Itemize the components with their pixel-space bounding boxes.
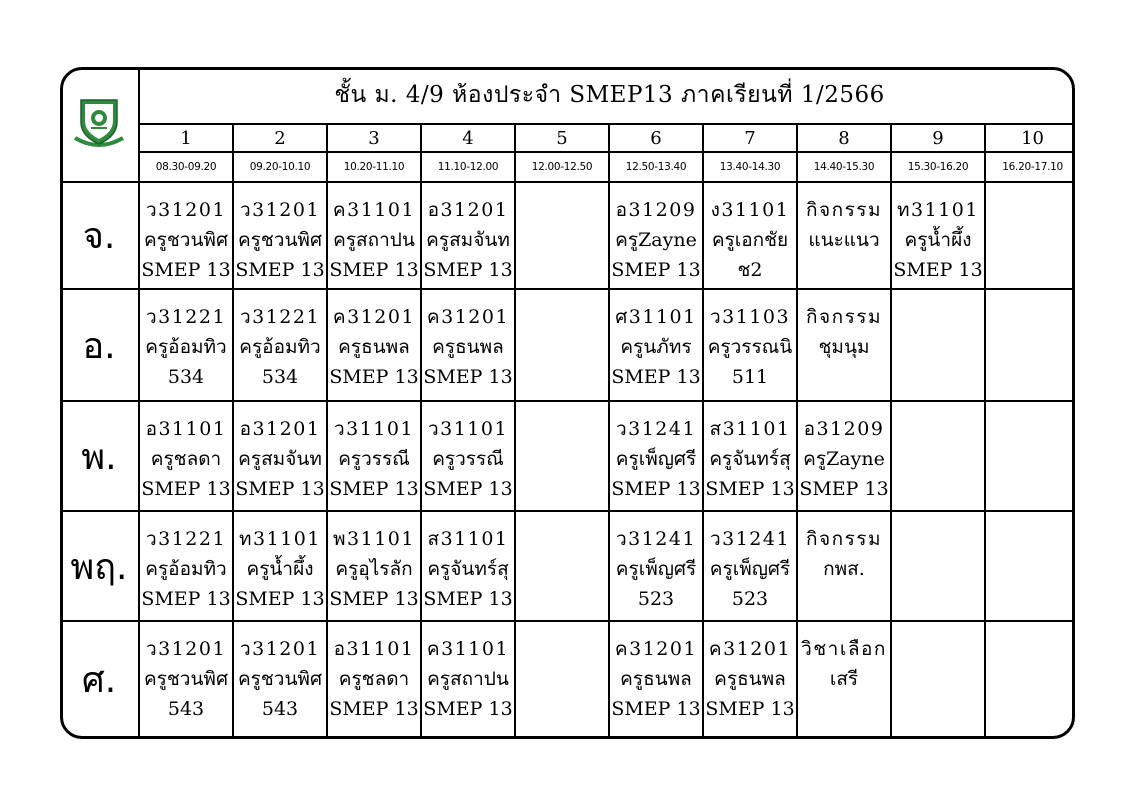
schedule-cell (233, 182, 327, 289)
day-row (60, 511, 1075, 621)
schedule-cell (797, 511, 891, 621)
cell-line-teacher: แนะแนว (808, 229, 880, 251)
cell-line-teacher: ครูอุไรลัก (335, 558, 413, 580)
schedule-cell (327, 401, 421, 511)
schedule-cell (515, 621, 609, 737)
cell-line-code: ว31201 (239, 638, 321, 660)
cell-line-code: ว31241 (615, 528, 697, 550)
cell-line-teacher: ครูจันทร์สุ (709, 448, 791, 470)
cell-line-code: พ31101 (333, 528, 415, 550)
cell-line-room: SMEP 13 (235, 478, 325, 500)
cell-line-teacher: ครูธนพล (432, 336, 504, 358)
cell-line-room: SMEP 13 (329, 698, 419, 720)
cell-line-room: SMEP 13 (611, 366, 701, 388)
schedule-cell (327, 289, 421, 401)
cell-line-room: SMEP 13 (611, 698, 701, 720)
cell-line-code: ค31201 (332, 306, 416, 328)
schedule-cell (985, 289, 1075, 401)
cell-line-room: SMEP 13 (705, 478, 795, 500)
cell-line-code: ว31221 (239, 306, 321, 328)
cell-line-teacher: ครูอ้อมทิว (239, 336, 321, 358)
cell-line-teacher: ครูสมจันท (426, 229, 510, 251)
cell-line-code: อ31201 (239, 418, 321, 440)
cell-line-teacher: ครูสถาปน (427, 668, 509, 690)
day-row (60, 621, 1075, 737)
schedule-cell (985, 511, 1075, 621)
schedule-cell (327, 182, 421, 289)
cell-line-room: SMEP 13 (329, 259, 419, 281)
cell-line-code: ท31101 (239, 528, 321, 550)
schedule-cell (609, 182, 703, 289)
cell-line-room: SMEP 13 (423, 698, 513, 720)
schedule-cell (139, 401, 233, 511)
period-number: 10 (985, 124, 1075, 152)
cell-line-room: SMEP 13 (611, 259, 701, 281)
cell-line-room: SMEP 13 (705, 698, 795, 720)
cell-line-room: SMEP 13 (423, 259, 513, 281)
schedule-cell (421, 511, 515, 621)
cell-line-code: ง31101 (710, 199, 790, 221)
period-number: 5 (515, 124, 609, 152)
cell-line-room: 523 (637, 588, 675, 610)
cell-line-code: กิจกรรม (805, 528, 883, 550)
schedule-cell (421, 182, 515, 289)
cell-line-code: อ31209 (615, 199, 697, 221)
cell-line-teacher: เสรี (829, 668, 859, 690)
schedule-cell (891, 289, 985, 401)
schedule-cell (985, 621, 1075, 737)
cell-line-code: อ31101 (333, 638, 415, 660)
cell-line-teacher: ครูชลดา (150, 448, 222, 470)
schedule-cell (891, 401, 985, 511)
period-time: 12.50-13.40 (609, 152, 703, 182)
cell-line-code: วิชาเลือก (801, 638, 887, 660)
schedule-cell (891, 621, 985, 737)
cell-line-room: SMEP 13 (235, 588, 325, 610)
cell-line-room: SMEP 13 (141, 588, 231, 610)
cell-line-teacher: ครูธนพล (338, 336, 410, 358)
period-number: 3 (327, 124, 421, 152)
cell-line-teacher: ครูเพ็ญศรี (709, 558, 791, 580)
period-number: 9 (891, 124, 985, 152)
cell-line-code: ว31221 (145, 306, 227, 328)
cell-line-code: ว31101 (427, 418, 509, 440)
cell-line-code: ว31241 (615, 418, 697, 440)
cell-line-code: อ31209 (803, 418, 885, 440)
period-time: 14.40-15.30 (797, 152, 891, 182)
schedule-cell (703, 621, 797, 737)
cell-line-room: SMEP 13 (141, 259, 231, 281)
schedule-cell (797, 289, 891, 401)
period-time: 08.30-09.20 (139, 152, 233, 182)
cell-line-code: อ31201 (427, 199, 509, 221)
schedule-cell (233, 511, 327, 621)
day-label: อ. (60, 289, 139, 401)
cell-line-room: SMEP 13 (329, 366, 419, 388)
schedule-cell (703, 182, 797, 289)
schedule-cell (421, 289, 515, 401)
timetable-sheet (60, 67, 1075, 739)
cell-line-code: ค31101 (426, 638, 510, 660)
cell-line-room: SMEP 13 (235, 259, 325, 281)
schedule-cell (703, 289, 797, 401)
cell-line-room: 534 (261, 366, 299, 388)
cell-line-teacher: ครูชวนพิศ (237, 668, 323, 690)
cell-line-room: SMEP 13 (423, 366, 513, 388)
cell-line-room: SMEP 13 (329, 478, 419, 500)
schedule-cell (233, 401, 327, 511)
timetable (60, 67, 1075, 737)
schedule-cell (985, 182, 1075, 289)
period-time: 15.30-16.20 (891, 152, 985, 182)
schedule-cell (609, 401, 703, 511)
cell-line-teacher: ครูชวนพิศ (237, 229, 323, 251)
schedule-cell (421, 401, 515, 511)
period-time: 11.10-12.00 (421, 152, 515, 182)
cell-line-teacher: ครูสมจันท (238, 448, 322, 470)
schedule-cell (139, 511, 233, 621)
schedule-cell (515, 511, 609, 621)
page-title: ชั้น ม. 4/9 ห้องประจำ SMEP13 ภาคเรียนที่ 1/2566 (139, 67, 1075, 124)
schedule-cell (797, 182, 891, 289)
period-time: 16.20-17.10 (985, 152, 1075, 182)
cell-line-teacher: ครูชลดา (338, 668, 410, 690)
schedule-cell (703, 511, 797, 621)
cell-line-code: ส31101 (709, 418, 791, 440)
cell-line-room: 534 (167, 366, 205, 388)
cell-line-teacher: ครูธนพล (620, 668, 692, 690)
period-number: 2 (233, 124, 327, 152)
cell-line-teacher: ครูวรรณนิ (707, 336, 793, 358)
day-row (60, 401, 1075, 511)
cell-line-teacher: ครูเอกชัย (711, 229, 789, 251)
school-logo-cell (60, 67, 139, 182)
cell-line-code: ส31101 (427, 528, 509, 550)
schedule-cell (891, 182, 985, 289)
cell-line-room: SMEP 13 (141, 478, 231, 500)
cell-line-code: ค31201 (426, 306, 510, 328)
cell-line-room: ช2 (737, 259, 763, 281)
cell-line-teacher: ครูสถาปน (333, 229, 415, 251)
schedule-cell (703, 401, 797, 511)
cell-line-code: ว31201 (145, 638, 227, 660)
school-logo-icon (69, 94, 129, 154)
day-label: พฤ. (60, 511, 139, 621)
cell-line-teacher: ครูเพ็ญศรี (615, 558, 697, 580)
cell-line-code: อ31101 (145, 418, 227, 440)
cell-line-room: SMEP 13 (423, 588, 513, 610)
cell-line-teacher: ครูZayne (803, 448, 885, 470)
period-number: 7 (703, 124, 797, 152)
cell-line-code: ว31221 (145, 528, 227, 550)
day-row (60, 182, 1075, 289)
schedule-cell (515, 182, 609, 289)
schedule-cell (515, 401, 609, 511)
period-time: 12.00-12.50 (515, 152, 609, 182)
cell-line-teacher: ครูวรรณี (432, 448, 504, 470)
cell-line-code: ว31103 (709, 306, 791, 328)
schedule-cell (797, 621, 891, 737)
cell-line-teacher: ครูวรรณี (338, 448, 410, 470)
cell-line-room: SMEP 13 (611, 478, 701, 500)
cell-line-code: กิจกรรม (805, 306, 883, 328)
schedule-cell (609, 621, 703, 737)
period-time: 09.20-10.10 (233, 152, 327, 182)
schedule-cell (233, 621, 327, 737)
cell-line-teacher: ครูชวนพิศ (143, 668, 229, 690)
period-number: 8 (797, 124, 891, 152)
day-label: จ. (60, 182, 139, 289)
cell-line-code: ค31201 (708, 638, 792, 660)
cell-line-code: ว31101 (333, 418, 415, 440)
schedule-cell (609, 289, 703, 401)
cell-line-code: ค31201 (614, 638, 698, 660)
cell-line-teacher: ครูอ้อมทิว (145, 558, 227, 580)
cell-line-code: ท31101 (897, 199, 979, 221)
cell-line-teacher: ครูชวนพิศ (143, 229, 229, 251)
day-row (60, 289, 1075, 401)
cell-line-teacher: ชุมนุม (818, 336, 870, 358)
cell-line-room: 543 (261, 698, 299, 720)
cell-line-teacher: ครูเพ็ญศรี (615, 448, 697, 470)
cell-line-room: 523 (731, 588, 769, 610)
cell-line-teacher: ครูอ้อมทิว (145, 336, 227, 358)
cell-line-room: 511 (731, 366, 769, 388)
cell-line-room: SMEP 13 (423, 478, 513, 500)
period-time: 10.20-11.10 (327, 152, 421, 182)
cell-line-room: SMEP 13 (329, 588, 419, 610)
cell-line-teacher: ครูธนพล (714, 668, 786, 690)
period-time: 13.40-14.30 (703, 152, 797, 182)
cell-line-room: SMEP 13 (893, 259, 983, 281)
schedule-cell (985, 401, 1075, 511)
schedule-cell (139, 289, 233, 401)
schedule-cell (891, 511, 985, 621)
day-label: ศ. (60, 621, 139, 737)
cell-line-teacher: ครูน้ำผึ้ง (904, 229, 972, 251)
cell-line-teacher: ครูน้ำผึ้ง (246, 558, 314, 580)
cell-line-code: กิจกรรม (805, 199, 883, 221)
cell-line-teacher: กพส. (823, 558, 865, 580)
cell-line-teacher: ครูจันทร์สุ (427, 558, 509, 580)
cell-line-code: ศ31101 (615, 306, 697, 328)
schedule-cell (327, 511, 421, 621)
cell-line-teacher: ครูนภัทร (620, 336, 692, 358)
schedule-cell (233, 289, 327, 401)
schedule-cell (797, 401, 891, 511)
schedule-cell (139, 621, 233, 737)
cell-line-code: ค31101 (332, 199, 416, 221)
cell-line-code: ว31201 (145, 199, 227, 221)
period-number: 1 (139, 124, 233, 152)
period-number: 6 (609, 124, 703, 152)
schedule-cell (139, 182, 233, 289)
period-number: 4 (421, 124, 515, 152)
cell-line-code: ว31201 (239, 199, 321, 221)
cell-line-code: ว31241 (709, 528, 791, 550)
schedule-cell (609, 511, 703, 621)
cell-line-room: 543 (167, 698, 205, 720)
schedule-cell (421, 621, 515, 737)
schedule-cell (327, 621, 421, 737)
cell-line-room: SMEP 13 (799, 478, 889, 500)
day-label: พ. (60, 401, 139, 511)
cell-line-teacher: ครูZayne (615, 229, 697, 251)
schedule-cell (515, 289, 609, 401)
